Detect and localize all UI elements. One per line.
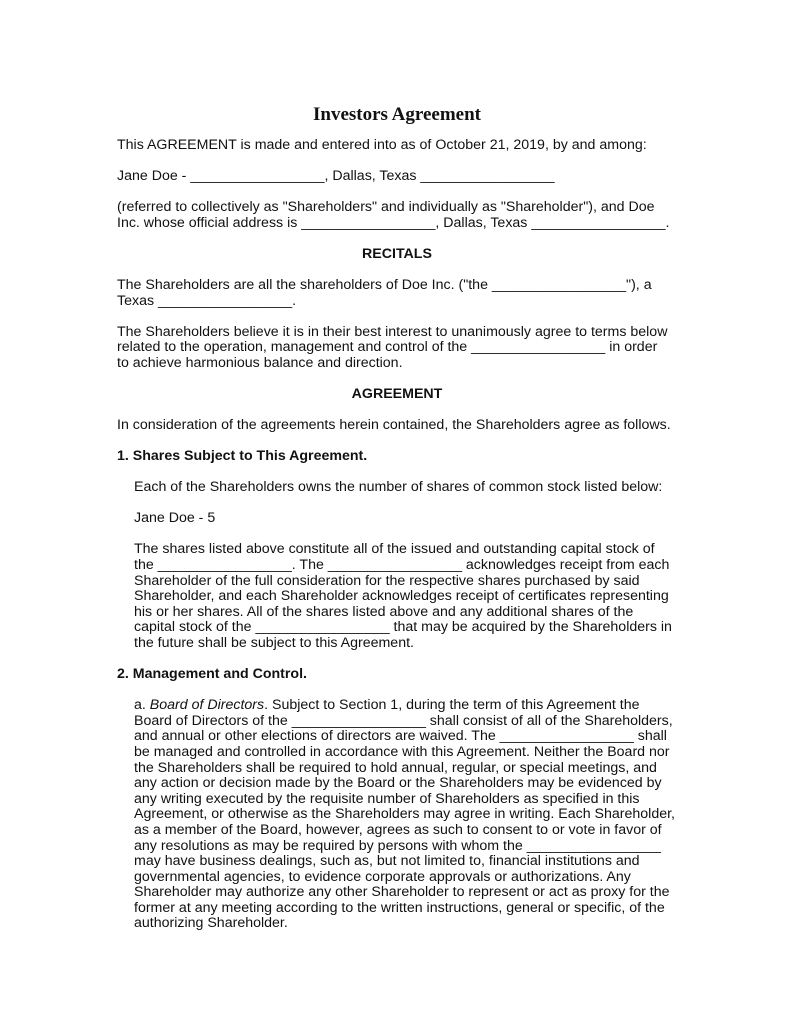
- intro-paragraph: This AGREEMENT is made and entered into as of October 21, 2019, by and among:: [117, 137, 647, 153]
- paragraph-line: former at any meeting according to the written instructions, general or specific, of the: [134, 899, 665, 916]
- agreement-heading: AGREEMENT: [351, 385, 443, 402]
- recital-line: to achieve harmonious balance and direction.: [117, 354, 403, 371]
- section-2-heading: 2. Management and Control.: [117, 666, 307, 683]
- shareholding-entry: Jane Doe - 5: [134, 510, 216, 527]
- recitals-heading: RECITALS: [362, 245, 432, 262]
- subsection-prefix: a.: [134, 697, 150, 714]
- section-2a-paragraph: [117, 698, 677, 932]
- recital-line: The Shareholders are all the shareholders of Doe Inc. ("the _________________"), a: [117, 276, 652, 293]
- section-1-intro: Each of the Shareholders owns the number of shares of common stock listed below:: [134, 479, 663, 496]
- section-1-paragraph: [117, 542, 677, 651]
- paragraph-line: any resolutions as may be required by persons with whom the _________________: [134, 837, 661, 854]
- paragraph-line: the _________________. The _________________ acknowledges receipt from each: [134, 557, 670, 573]
- paragraph-line: [134, 697, 640, 713]
- paragraph-line: Shareholder, and each Shareholder acknowledges receipt of certificates representing: [134, 588, 669, 605]
- paragraph-line: his or her shares. All of the shares listed above and any additional shares of the: [134, 603, 634, 620]
- subsection-title: Board of Directors: [149, 697, 265, 714]
- recital-line: The Shareholders believe it is in their best interest to unanimously agree to terms below: [117, 323, 668, 340]
- paragraph-line: authorizing Shareholder.: [134, 915, 288, 932]
- paragraph-line: Shareholder may authorize any other Shareholder to represent or act as proxy for the: [134, 884, 670, 901]
- recital-paragraph-2: [117, 325, 677, 372]
- section-1-heading: 1. Shares Subject to This Agreement.: [117, 448, 368, 465]
- document-body: [117, 104, 677, 948]
- paragraph-line: Board of Directors of the _________________ shall consist of all of the Shareholders,: [134, 712, 673, 729]
- document-title: Investors Agreement: [313, 104, 481, 125]
- paragraph-line: the future shall be subject to this Agreement.: [134, 634, 414, 651]
- consideration-paragraph: In consideration of the agreements herein contained, the Shareholders agree as follows.: [117, 417, 671, 434]
- party-line: Jane Doe - _________________, Dallas, Texas _________________: [117, 168, 555, 185]
- collective-line: Inc. whose official address is _________________, Dallas, Texas _________________.: [117, 214, 670, 231]
- paragraph-line: may have business dealings, such as, but not limited to, financial institutions and: [134, 853, 640, 870]
- paragraph-line: any writing executed by the requisite number of Shareholders as specified in this: [134, 790, 640, 807]
- collective-paragraph: [117, 200, 677, 231]
- recital-line: related to the operation, management and control of the _________________ in order: [117, 339, 658, 356]
- paragraph-line: the Shareholders shall be required to hold annual, regular, or special meetings, and: [134, 759, 657, 776]
- paragraph-line: and annual or other elections of directors are waived. The _________________ shall: [134, 728, 667, 745]
- paragraph-line: Agreement, or otherwise as the Shareholders may agree in writing. Each Shareholder,: [134, 806, 675, 823]
- paragraph-line: any action or decision made by the Board or the Shareholders may be evidenced by: [134, 775, 662, 792]
- subsection-first-line: . Subject to Section 1, during the term of this Agreement the: [264, 697, 640, 714]
- paragraph-line: The shares listed above constitute all of the issued and outstanding capital stock of: [134, 541, 655, 558]
- paragraph-line: be managed and controlled in accordance with this Agreement. Neither the Board nor: [134, 743, 670, 760]
- recital-line: Texas _________________.: [117, 292, 297, 309]
- collective-line: (referred to collectively as "Shareholders" and individually as "Shareholder"), and Doe: [117, 199, 655, 216]
- paragraph-line: as a member of the Board, however, agrees as such to consent to or vote in favor of: [134, 821, 662, 838]
- paragraph-line: Shareholder of the full consideration for the respective shares purchased by said: [134, 572, 640, 589]
- paragraph-line: governmental agencies, to evidence corporate approvals or authorizations. Any: [134, 868, 631, 885]
- paragraph-line: capital stock of the _________________ that may be acquired by the Shareholders in: [134, 619, 672, 636]
- recital-paragraph-1: [117, 278, 677, 309]
